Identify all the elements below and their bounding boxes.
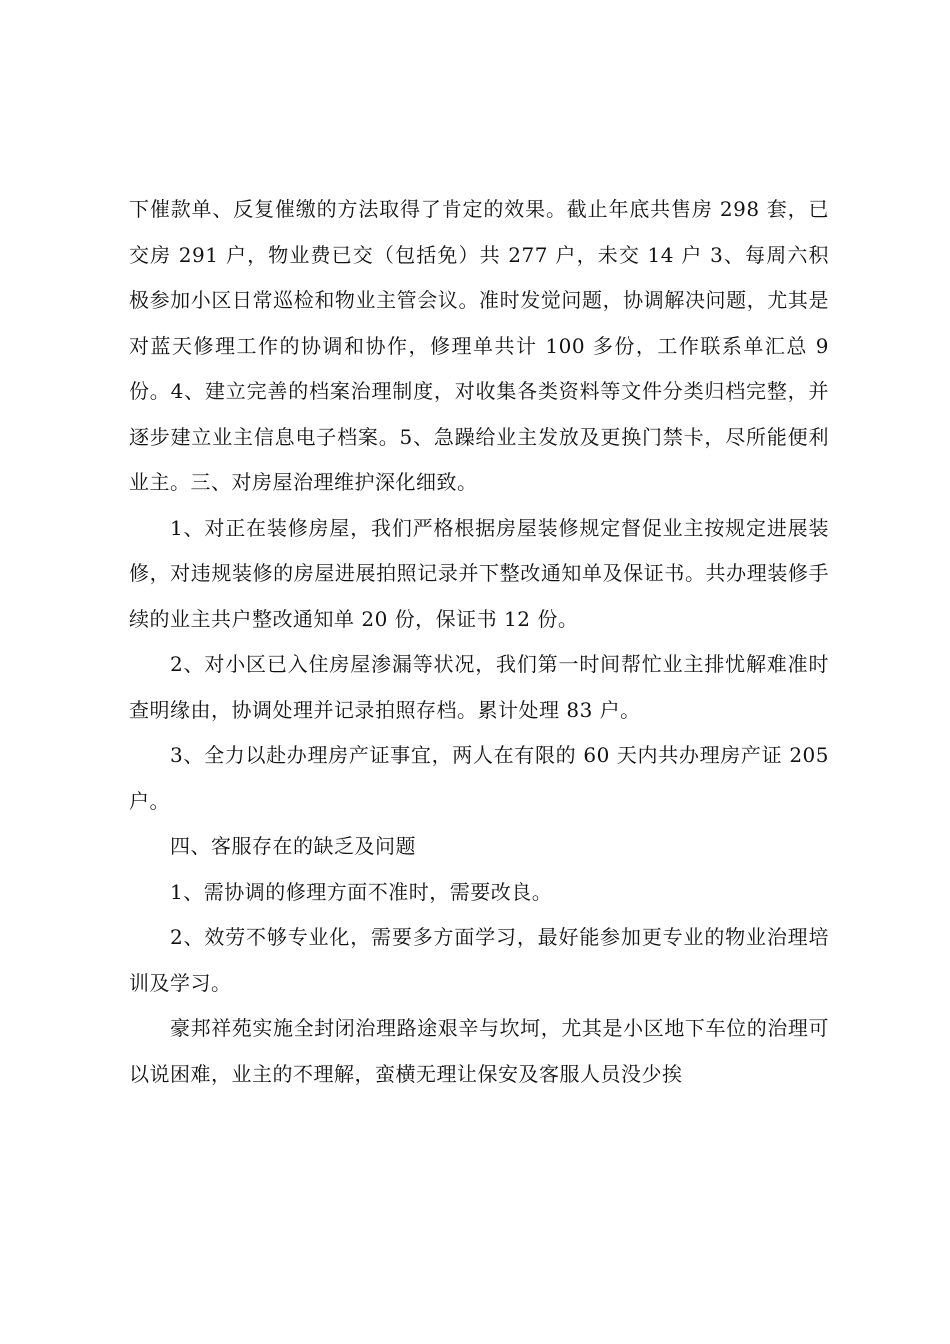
section-heading-problems: 四、客服存在的缺乏及问题 (170, 834, 416, 858)
paragraph-leakage: 2、对小区已入住房屋渗漏等状况，我们第一时间帮忙业主排忧解难准时查明缘由，协调处理并记录拍照存档。累计处理 83 户。 (129, 652, 829, 722)
document-body (129, 187, 829, 1097)
paragraph-fee-collection: 下催款单、反复催缴的方法取得了肯定的效果。截止年底共售房 298 套，已交房 291 户，物业费已交（包括免）共 277 户，未交 14 户 3、每周六积极参加小区日常巡检和物业主管会议。准时发觉问题，协调解决问题，尤其是对蓝天修理工作的协调和协作，修理单共计 100 多份，工作联系单汇总 9 份。4、建立完善的档案治理制度，对收集各类资料等文件分类归档完整，并逐步建立业主信息电子档案。5、急躁给业主发放及更换门禁卡，尽所能便利业主。三、对房屋治理维护深化细致。 (129, 197, 829, 494)
paragraph-closed-management: 豪邦祥苑实施全封闭治理路途艰辛与坎坷，尤其是小区地下车位的治理可以说困难，业主的不理解，蛮横无理让保安及客服人员没少挨 (129, 1016, 829, 1086)
paragraph-renovation: 1、对正在装修房屋，我们严格根据房屋装修规定督促业主按规定进展装修，对违规装修的房屋进展拍照记录并下整改通知单及保证书。共办理装修手续的业主共户整改通知单 20 份，保证书 12 份。 (129, 515, 829, 631)
paragraph-property-certificate: 3、全力以赴办理房产证事宜，两人在有限的 60 天内共办理房产证 205 户。 (129, 743, 829, 813)
paragraph-problem-1: 1、需协调的修理方面不准时，需要改良。 (170, 879, 553, 904)
paragraph-problem-2: 2、效劳不够专业化，需要多方面学习，最好能参加更专业的物业治理培训及学习。 (129, 925, 829, 995)
